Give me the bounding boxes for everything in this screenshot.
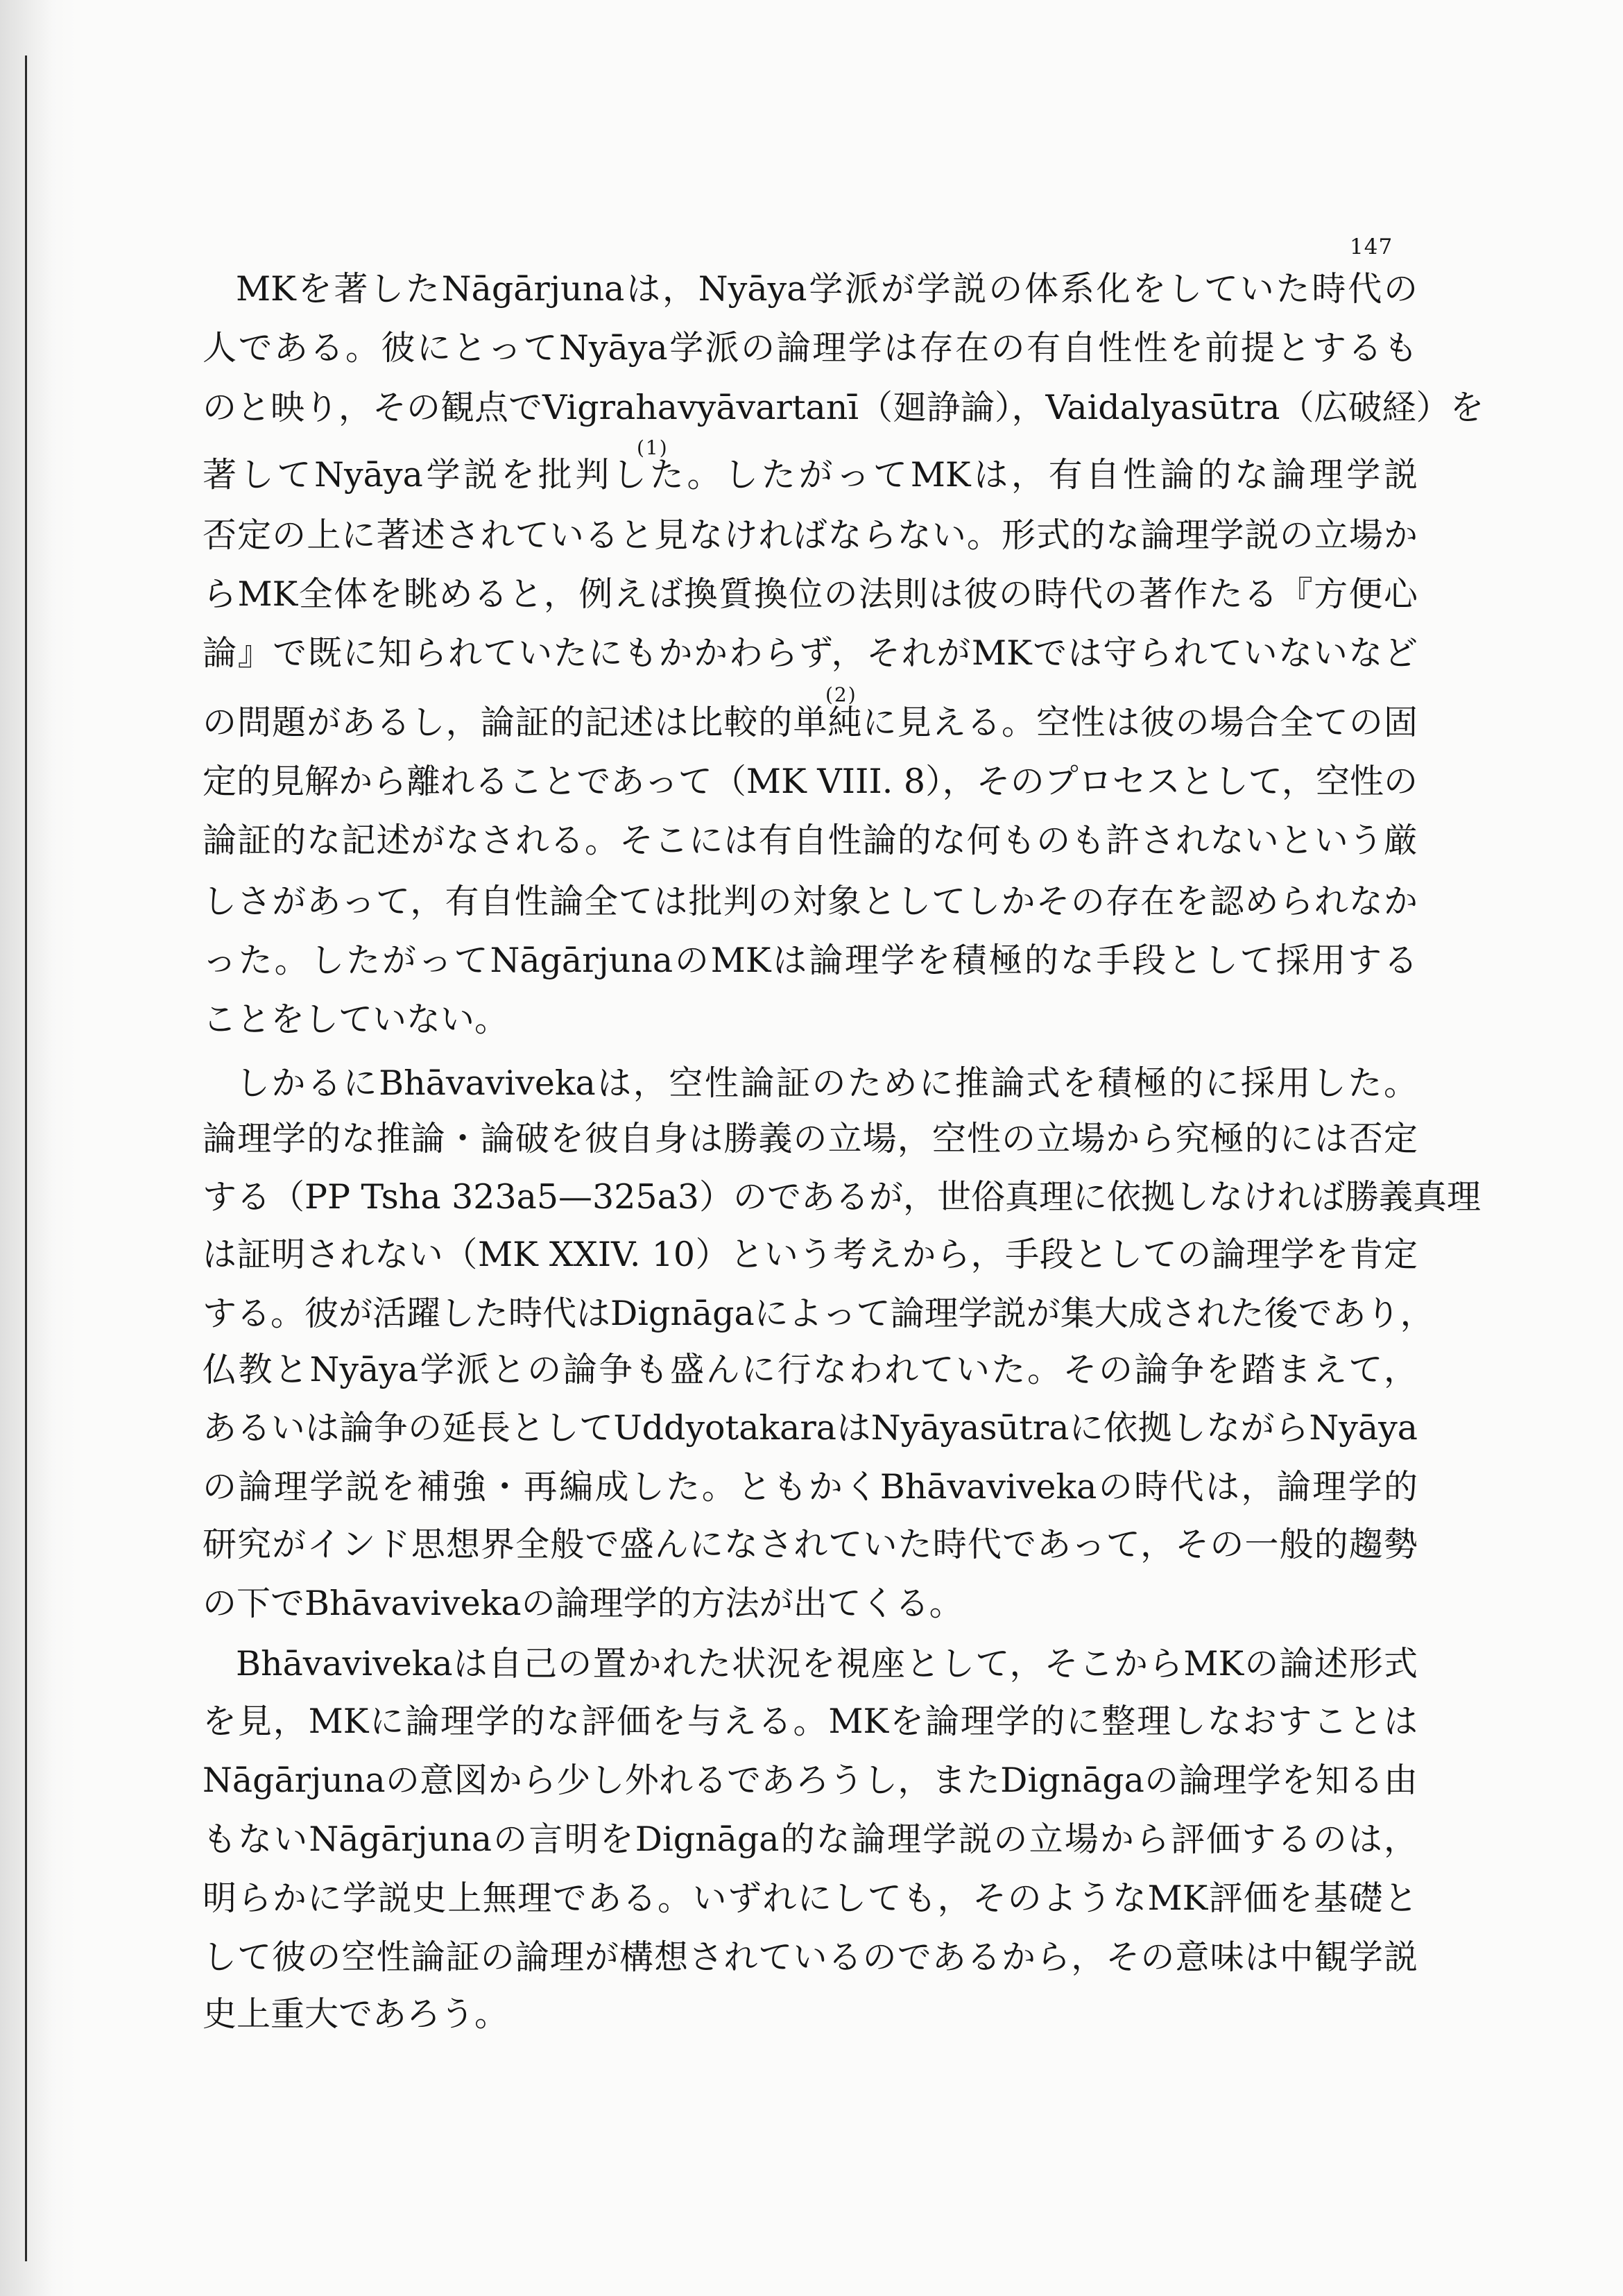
text-line: 著してNyāya学説を批判した。したがってMKは，有自性論的な論理学説 bbox=[203, 455, 1418, 495]
text-line: 研究がインド思想界全般で盛んになされていた時代であって，その一般的趨勢 bbox=[203, 1525, 1418, 1564]
text-line: する。彼が活躍した時代はDignāgaによって論理学説が集大成された後であり， bbox=[203, 1294, 1434, 1333]
text-line: らMK全体を眺めると，例えば換質換位の法則は彼の時代の著作たる『方便心 bbox=[203, 574, 1418, 614]
text-line: あるいは論争の延長としてUddyotakaraはNyāyasūtraに依拠しながらNyāya bbox=[203, 1408, 1418, 1448]
binding-edge-line bbox=[25, 55, 27, 2261]
text-line: ことをしていない。 bbox=[203, 1000, 509, 1039]
text-line: 定的見解から離れることであって（MK VIII. 8），そのプロセスとして，空性の bbox=[203, 762, 1418, 801]
text-line: を見，MKに論理学的な評価を与える。MKを論理学的に整理しなおすことは bbox=[203, 1702, 1418, 1741]
text-line: もないNāgārjunaの言明をDignāga的な論理学説の立場から評価するのは， bbox=[203, 1819, 1418, 1859]
page-number: 147 bbox=[1350, 234, 1393, 259]
footnote-mark-2: (2) bbox=[825, 683, 857, 706]
text-line: 仏教とNyāya学派との論争も盛んに行なわれていた。その論争を踏まえて， bbox=[203, 1350, 1418, 1389]
text-line: 明らかに学説史上無理である。いずれにしても，そのようなMK評価を基礎と bbox=[203, 1878, 1418, 1918]
text-line: った。したがってNāgārjunaのMKは論理学を積極的な手段として採用する bbox=[203, 941, 1418, 980]
text-line: して彼の空性論証の論理が構想されているのであるから，その意味は中観学説 bbox=[203, 1937, 1418, 1977]
text-line: Nāgārjunaの意図から少し外れるであろうし，またDignāgaの論理学を知る由 bbox=[203, 1760, 1418, 1800]
binding-shadow bbox=[0, 0, 76, 2296]
text-line: する（PP Tsha 323a5—325a3）のであるが，世俗真理に依拠しなければ勝義真理 bbox=[203, 1177, 1481, 1217]
text-line: 史上重大であろう。 bbox=[203, 1994, 509, 2034]
text-line: Bhāvavivekaは自己の置かれた状況を視座として，そこからMKの論述形式 bbox=[236, 1644, 1418, 1684]
text-line: 人である。彼にとってNyāya学派の論理学は存在の有自性性を前提とするも bbox=[203, 328, 1418, 368]
footnote-mark-1: (1) bbox=[637, 436, 669, 459]
text-line: 論』で既に知られていたにもかかわらず，それがMKでは守られていないなど bbox=[203, 633, 1418, 673]
text-line: の論理学説を補強・再編成した。ともかくBhāvavivekaの時代は，論理学的 bbox=[203, 1467, 1418, 1507]
text-line: の下でBhāvavivekaの論理学的方法が出てくる。 bbox=[203, 1584, 963, 1623]
text-line: しさがあって，有自性論全ては批判の対象としてしかその存在を認められなか bbox=[203, 882, 1418, 921]
text-line: は証明されない（MK XXIV. 10）という考えから，手段としての論理学を肯定 bbox=[203, 1235, 1418, 1274]
text-line: 論理学的な推論・論破を彼自身は勝義の立場，空性の立場から究極的には否定 bbox=[203, 1119, 1418, 1158]
text-line: MKを著したNāgārjunaは，Nyāya学派が学説の体系化をしていた時代の bbox=[236, 269, 1418, 309]
text-line: の問題があるし，論証的記述は比較的単純に見える。空性は彼の場合全ての固 bbox=[203, 703, 1418, 742]
text-line: 論証的な記述がなされる。そこには有自性論的な何ものも許されないという厳 bbox=[203, 821, 1418, 860]
text-line: のと映り，その観点でVigrahavyāvartanī（廻諍論），Vaidalyasūtra（広破経）を bbox=[203, 388, 1484, 427]
text-line: 否定の上に著述されていると見なければならない。形式的な論理学説の立場か bbox=[203, 515, 1418, 555]
text-line: しかるにBhāvavivekaは，空性論証のために推論式を積極的に採用した。 bbox=[236, 1063, 1418, 1103]
